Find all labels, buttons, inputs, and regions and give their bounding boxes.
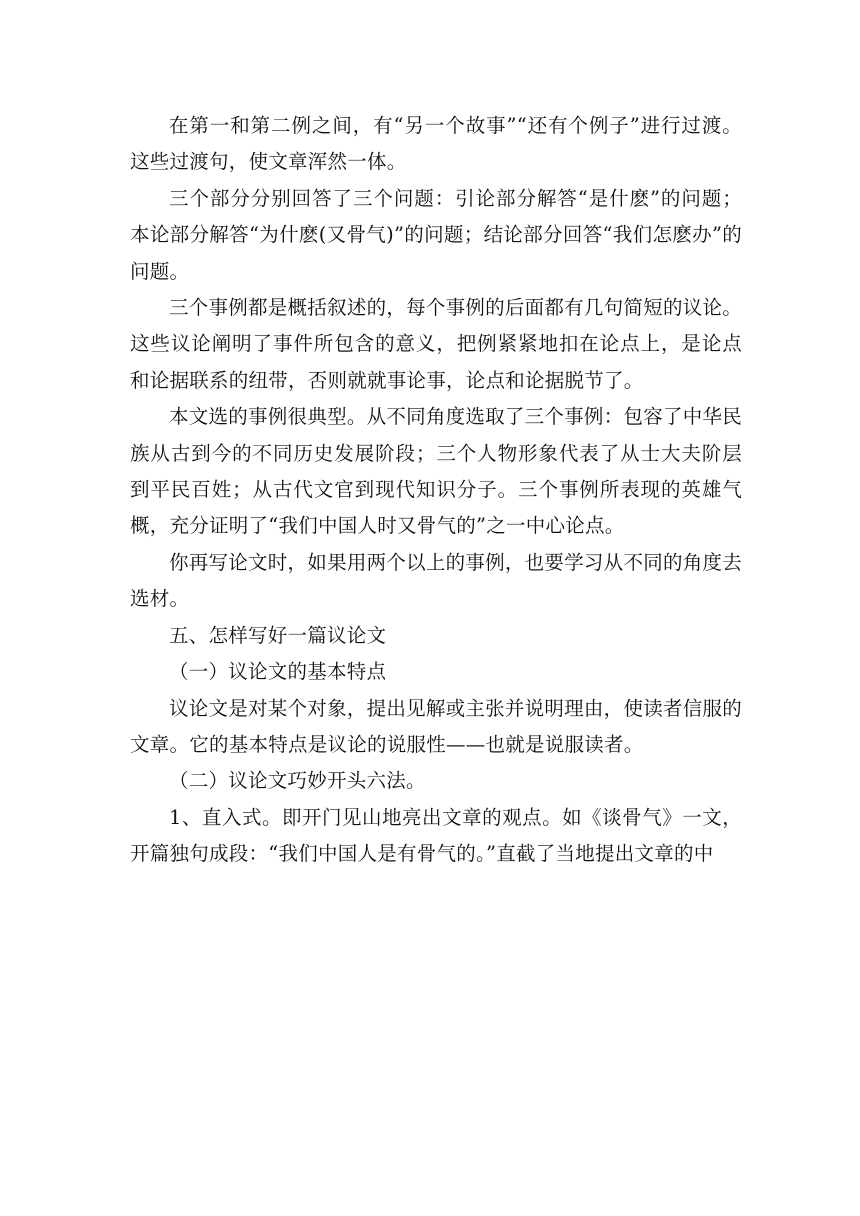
subheading-one: （一）议论文的基本特点: [169, 660, 387, 684]
paragraph-direct-method: 1、直入式。即开门见山地亮出文章的观点。如《谈骨气》一文，开篇独句成段：“我们中国人是有骨气的。”直截了当地提出文章的中: [130, 805, 742, 866]
paragraph-typical-examples: 本文选的事例很典型。从不同角度选取了三个事例：包容了中华民族从古到今的不同历史发展阶段；三个人物形象代表了从士大夫阶层到平民百姓；从古代文官到现代知识分子。三个事例所表现的英雄气概，充分证明了“我们中国人时又骨气的”之一中心论点。: [130, 405, 742, 538]
paragraph-three-examples: 三个事例都是概括叙述的，每个事例的后面都有几句简短的议论。这些议论阐明了事件所包含的意义，把例紧紧地扣在论点上，是论点和论据联系的纽带，否则就就事论事，论点和论据脱节了。: [130, 296, 742, 392]
paragraph-transition: 在第一和第二例之间，有“另一个故事”“还有个例子”进行过渡。这些过渡句，使文章浑然一体。: [130, 114, 742, 174]
paragraph-three-parts: 三个部分分别回答了三个问题：引论部分解答“是什麽”的问题；本论部分解答“为什麽(又骨气)”的问题；结论部分回答“我们怎麽办”的问题。: [130, 186, 742, 283]
paragraph-definition: 议论文是对某个对象，提出见解或主张并说明理由，使读者信服的文章。它的基本特点是议论的说服性——也就是说服读者。: [130, 696, 742, 756]
paragraph-advice: 你再写论文时，如果用两个以上的事例，也要学习从不同的角度去选材。: [130, 550, 742, 611]
document-page: [130, 108, 742, 873]
section-heading-five: 五、怎样写好一篇议论文: [169, 623, 387, 647]
subheading-two: （二）议论文巧妙开头六法。: [169, 769, 426, 793]
